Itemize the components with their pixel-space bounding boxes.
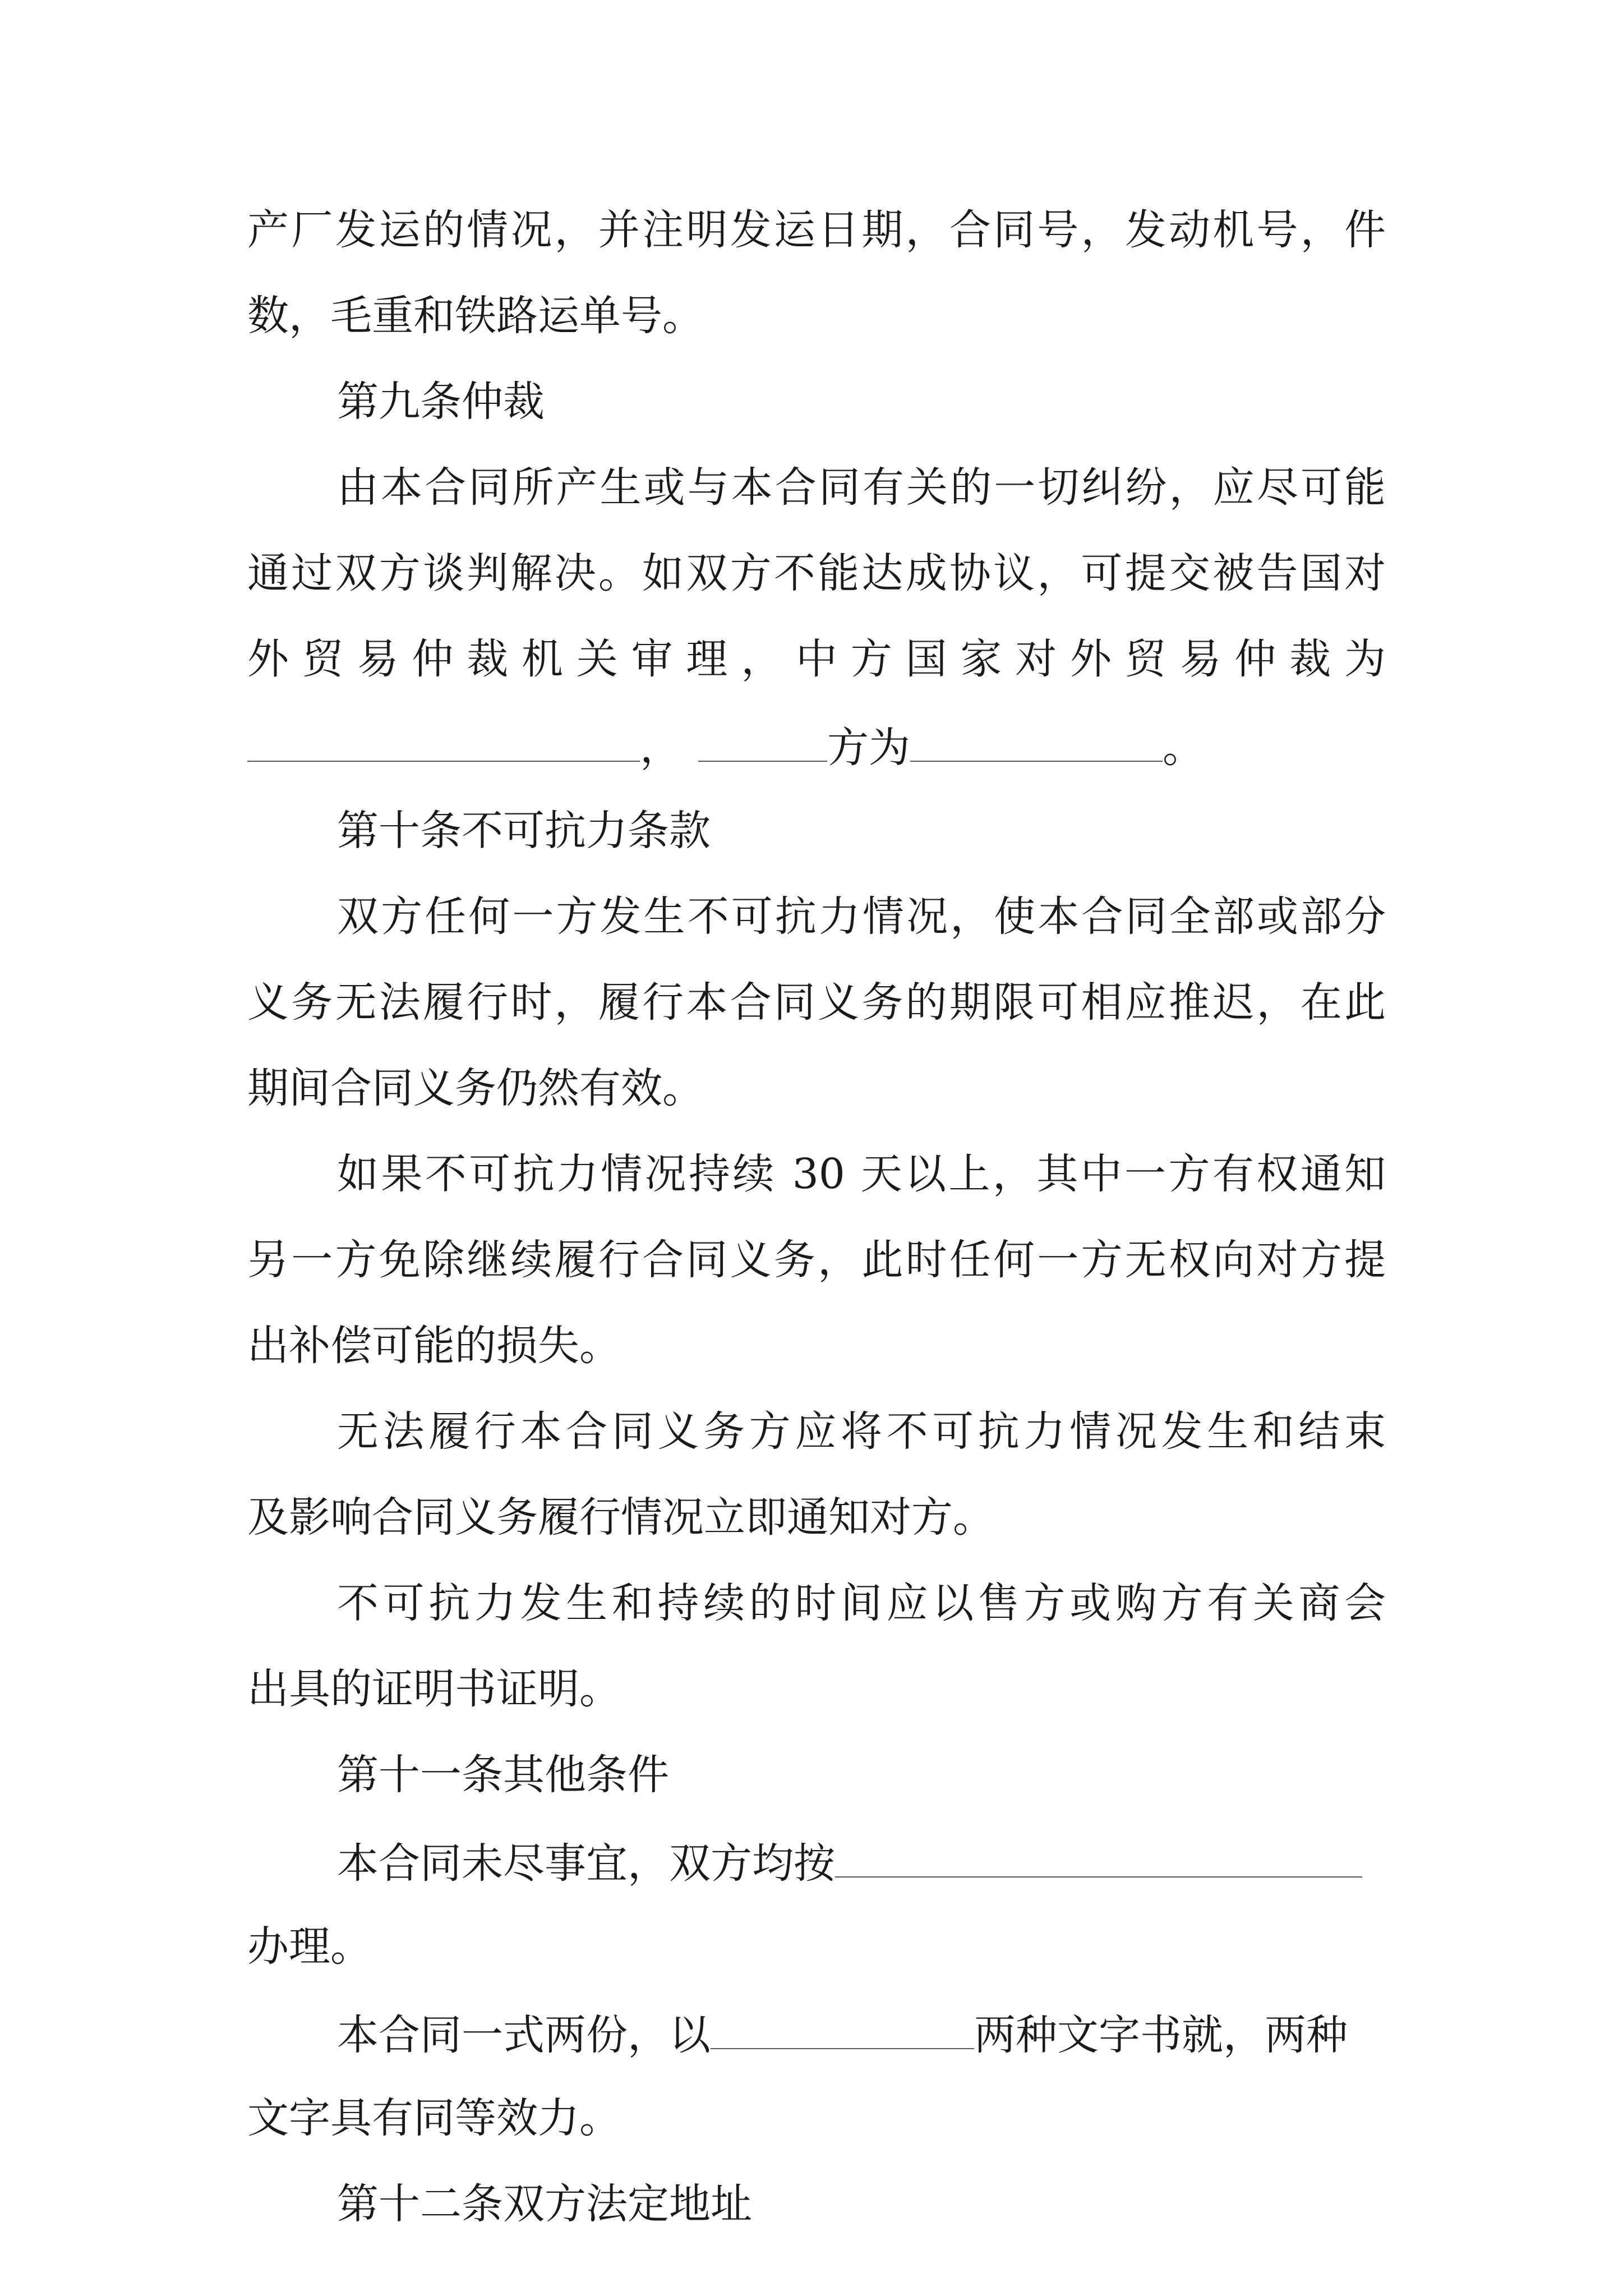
section-heading-force-majeure: 第十条不可抗力条款 — [337, 807, 711, 855]
text-line: 出补偿可能的损失。 — [247, 1322, 621, 1370]
text-line: 外贸易仲裁机关审理，中方国家对外贸易仲裁为 — [247, 635, 1386, 683]
text-line: 办理。 — [247, 1922, 372, 1971]
text-line: 义务无法履行时，履行本合同义务的期限可相应推迟，在此 — [247, 978, 1386, 1027]
text-fragment: 本合同未尽事宜，双方均按 — [337, 1839, 835, 1888]
text-line: 无法履行本合同义务方应将不可抗力情况发生和结束 — [337, 1407, 1386, 1456]
blank-field[interactable] — [698, 717, 827, 762]
blank-field[interactable] — [711, 2004, 974, 2049]
text-fragment: 方为 — [827, 724, 910, 772]
text-line: 数，毛重和铁路运单号。 — [247, 292, 704, 340]
text-line: 由本合同所产生或与本合同有关的一切纠纷，应尽可能 — [337, 463, 1386, 512]
text-fragment: 。 — [1163, 724, 1204, 772]
text-fragment: 本合同一式两份，以 — [337, 2011, 711, 2059]
text-line: 及影响合同义务履行情况立即通知对方。 — [247, 1493, 994, 1542]
fill-in-line — [337, 2004, 1348, 2060]
text-line: 另一方免除继续履行合同义务，此时任何一方无权向对方提 — [247, 1236, 1386, 1284]
fill-in-line — [247, 717, 1204, 773]
text-line: 期间合同义务仍然有效。 — [247, 1064, 704, 1112]
text-fragment: 两种文字书就，两种 — [974, 2011, 1348, 2059]
section-heading-arbitration: 第九条仲裁 — [337, 378, 545, 426]
text-line: 通过双方谈判解决。如双方不能达成协议，可提交被告国对 — [247, 549, 1386, 597]
text-line: 如果不可抗力情况持续 30 天以上，其中一方有权通知 — [337, 1150, 1386, 1198]
text-line: 出具的证明书证明。 — [247, 1665, 621, 1713]
text-line: 不可抗力发生和持续的时间应以售方或购方有关商会 — [337, 1579, 1386, 1627]
blank-field[interactable] — [910, 717, 1163, 762]
text-line: 双方任何一方发生不可抗力情况，使本合同全部或部分 — [337, 892, 1386, 941]
blank-field[interactable] — [247, 717, 640, 762]
section-heading-other-conditions: 第十一条其他条件 — [337, 1751, 669, 1799]
text-line: 文字具有同等效力。 — [247, 2094, 621, 2142]
text-line: 产厂发运的情况，并注明发运日期，合同号，发动机号，件 — [247, 206, 1386, 254]
section-heading-legal-addresses: 第十二条双方法定地址 — [337, 2180, 752, 2228]
fill-in-line — [337, 1833, 1362, 1889]
text-fragment: ， — [640, 724, 681, 772]
blank-field[interactable] — [835, 1833, 1362, 1878]
